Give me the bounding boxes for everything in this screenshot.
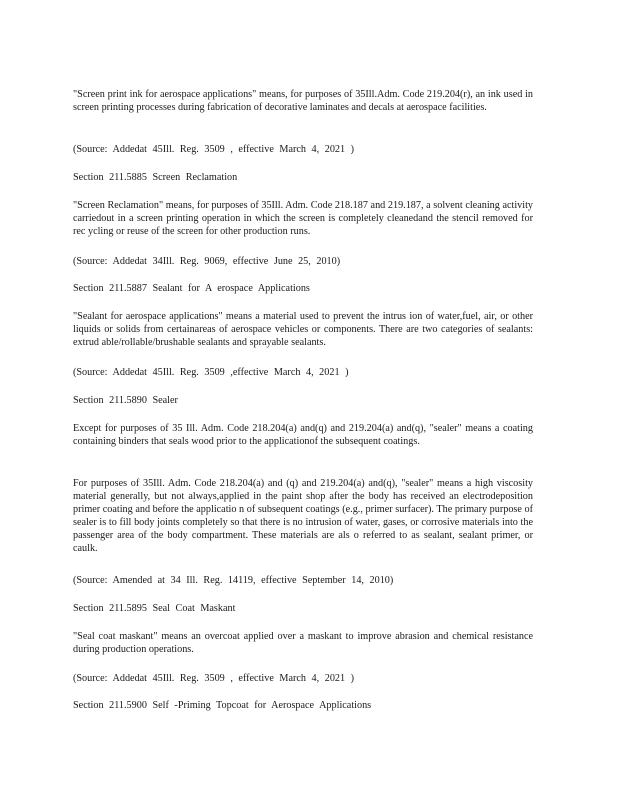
definition-screen-reclamation: "Screen Reclamation" means, for purposes of 35Ill. Adm. Code 218.187 and 219.187, a solvent cleaning activity carriedout in a screen printing operation in which the screen is completely cleanedand the stencil removed for rec ycling or reuse of the screen for other production runs. [73,200,533,237]
section-heading-211-5887: Section 211.5887 Sealant for A erospace Applications [73,283,310,294]
definition-seal-coat-maskant: "Seal coat maskant" means an overcoat applied over a maskant to improve abrasion and chemical resistance during production operations. [73,631,533,655]
source-note: (Source: Addedat 45Ill. Reg. 3509 ,effective March 4, 2021 ) [73,367,349,378]
definition-sealer-automotive: For purposes of 35Ill. Adm. Code 218.204(a) and (q) and 219.204(a) and(q), "sealer" means a high viscosity material generally, but not always,applied in the paint shop after the body has received an electrodeposition primer coating and before the applicatio n of subsequent coatings (e.g., primer surfacer). The primary purpose of sealer is to fill body joints completely so that there is no intrusion of water, gases, or corrosive materials into the passenger area of the body compartment. These materials are als o referred to as sealant, sealant primer, or caulk. [73,478,533,554]
section-heading-211-5890: Section 211.5890 Sealer [73,395,178,406]
source-note: (Source: Addedat 45Ill. Reg. 3509 , effective March 4, 2021 ) [73,144,355,155]
definition-sealant-aerospace: "Sealant for aerospace applications" means a material used to prevent the intrus ion of water,fuel, air, or other liquids or solids from certainareas of aerospace vehicles or components. There are two categories of sealants: extrud able/rollable/brushable sealants and sprayable sealants. [73,311,533,348]
definition-sealer-general: Except for purposes of 35 Ill. Adm. Code 218.204(a) and(q) and 219.204(a) and(q), "sealer" means a coating containing binders that seals wood prior to the applicationof the subsequent coatings. [73,423,533,447]
source-note: (Source: Addedat 34Ill. Reg. 9069, effective June 25, 2010) [73,256,341,267]
source-note: (Source: Addedat 45Ill. Reg. 3509 , effective March 4, 2021 ) [73,673,355,684]
section-heading-211-5895: Section 211.5895 Seal Coat Maskant [73,603,236,614]
source-note: (Source: Amended at 34 Ill. Reg. 14119, effective September 14, 2010) [73,575,394,586]
definition-screen-print-ink: "Screen print ink for aerospace applications" means, for purposes of 35Ill.Adm. Code 219.204(r), an ink used in screen printing processes during fabrication of decorative laminates and decals at aerospace facilities. [73,89,533,113]
section-heading-211-5900: Section 211.5900 Self -Priming Topcoat for Aerospace Applications [73,700,372,711]
section-heading-211-5885: Section 211.5885 Screen Reclamation [73,172,238,183]
